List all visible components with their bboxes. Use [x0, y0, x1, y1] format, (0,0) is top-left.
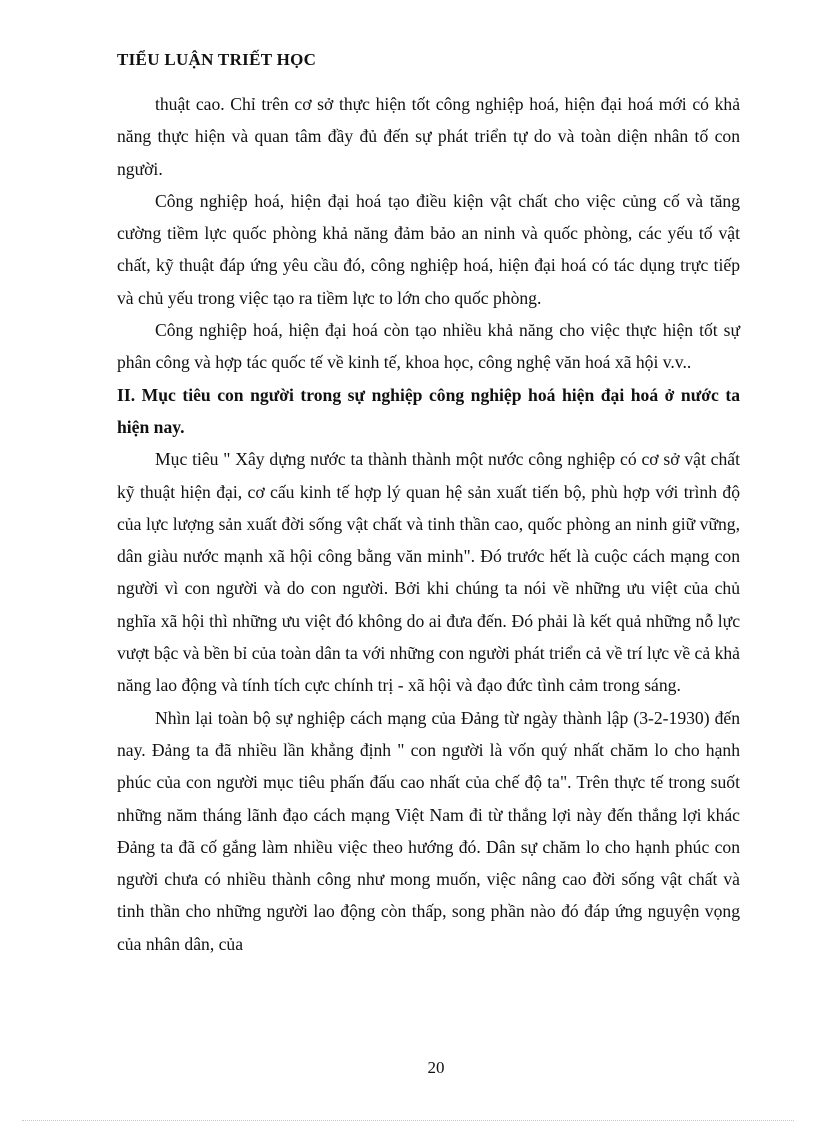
section-heading: II. Mục tiêu con người trong sự nghiệp công nghiệp hoá hiện đại hoá ở nước ta hiện nay.	[117, 384, 740, 437]
page-bottom-divider	[22, 1120, 794, 1121]
body-text	[117, 88, 740, 960]
paragraph-continuation: thuật cao. Chỉ trên cơ sở thực hiện tốt công nghiệp hoá, hiện đại hoá mới có khả năng thực hiện và quan tâm đầy đủ đến sự phát triển tự do và toàn diện nhân tố con người.	[117, 94, 740, 179]
paragraph: Nhìn lại toàn bộ sự nghiệp cách mạng của Đảng từ ngày thành lập (3-2-1930) đến nay. Đảng ta đã nhiều lần khẳng định " con người là vốn quý nhất chăm lo cho hạnh phúc của con người mục tiêu phấn đấu cao nhất của chế độ ta". Trên thực tế trong suốt những năm tháng lãnh đạo cách mạng Việt Nam đi từ thắng lợi này đến thắng lợi khác Đảng ta đã cố gắng làm nhiều việc theo hướng đó. Dân sự chăm lo cho hạnh phúc con người chưa có nhiều thành công như mong muốn, việc nâng cao đời sống vật chất và tinh thần cho những người lao động còn thấp, song phần nào đó đáp ứng nguyện vọng của nhân dân, của	[117, 707, 740, 954]
page-number: 20	[427, 1058, 445, 1077]
running-header: TIỂU LUẬN TRIẾT HỌC	[117, 50, 317, 69]
paragraph: Mục tiêu " Xây dựng nước ta thành thành một nước công nghiệp có cơ sở vật chất kỹ thuật hiện đại, cơ cấu kinh tế hợp lý quan hệ sản xuất tiến bộ, phù hợp với trình độ của lực lượng sản xuất đời sống vật chất và tinh thần cao, quốc phòng an ninh giữ vững, dân giàu nước mạnh xã hội công bằng văn minh". Đó trước hết là cuộc cách mạng con người vì con người và do con người. Bởi khi chúng ta nói về những ưu việt của chủ nghĩa xã hội thì những ưu việt đó không do ai đưa đến. Đó phải là kết quả những nỗ lực vượt bậc và bền bỉ của toàn dân ta với những con người phát triển cả về trí lực về cả khả năng lao động và tính tích cực chính trị - xã hội và đạo đức tình cảm trong sáng.	[117, 449, 740, 696]
paragraph: Công nghiệp hoá, hiện đại hoá tạo điều kiện vật chất cho việc củng cố và tăng cường tiềm lực quốc phòng khả năng đảm bảo an ninh và quốc phòng, các yếu tố vật chất, kỹ thuật đáp ứng yêu cầu đó, công nghiệp hoá, hiện đại hoá có tác dụng trực tiếp và chủ yếu trong việc tạo ra tiềm lực to lớn cho quốc phòng.	[117, 190, 740, 308]
paragraph: Công nghiệp hoá, hiện đại hoá còn tạo nhiều khả năng cho việc thực hiện tốt sự phân công và hợp tác quốc tế về kinh tế, khoa học, công nghệ văn hoá xã hội v.v..	[117, 320, 740, 373]
